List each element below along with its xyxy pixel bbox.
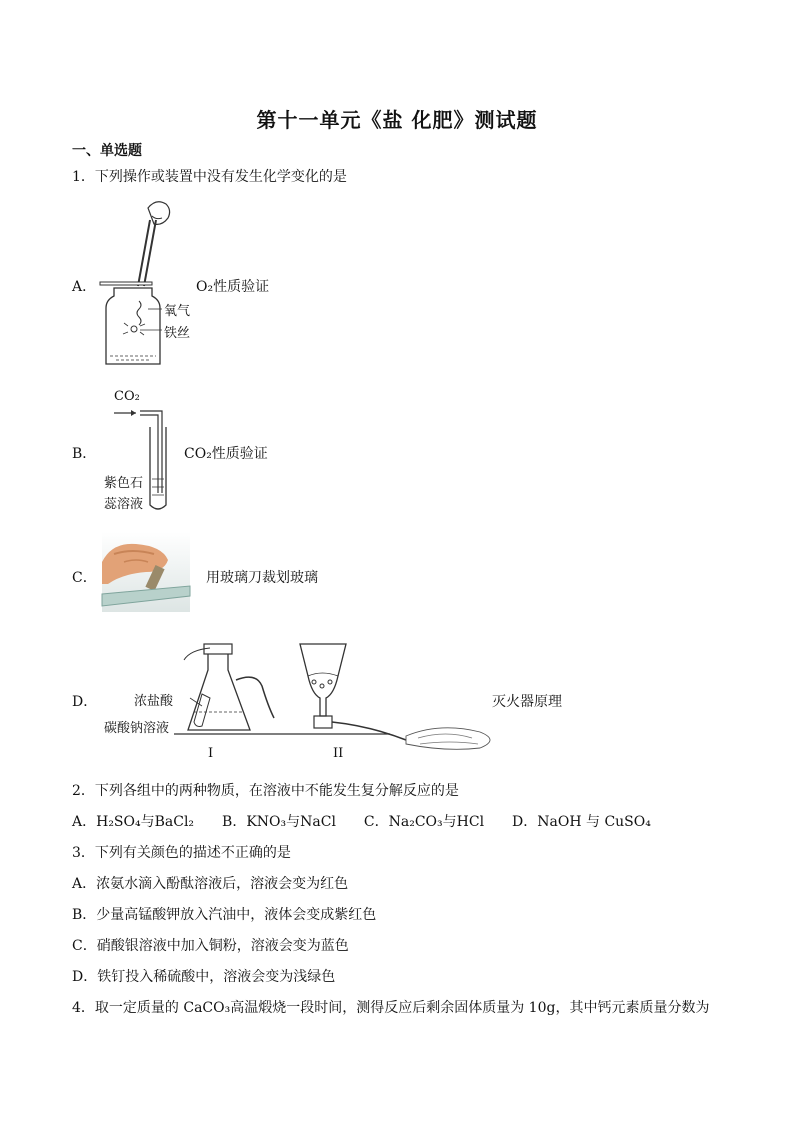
q1-option-d-caption: 灭火器原理 xyxy=(492,694,562,710)
q1-a-iron-wire-label: 铁丝 xyxy=(164,326,191,341)
q3-option-d: D．铁钉投入稀硫酸中，溶液会变为浅绿色 xyxy=(72,969,336,985)
q1-d-mark-i: I xyxy=(208,746,214,761)
section-heading: 一、单选题 xyxy=(72,143,142,159)
page-title: 第十一单元《盐 化肥》测试题 xyxy=(256,108,538,132)
q1-option-b-caption: CO₂性质验证 xyxy=(184,446,268,462)
q3-option-b: B．少量高锰酸钾放入汽油中，液体会变成紫红色 xyxy=(72,907,377,923)
fire-extinguisher-principle-figure xyxy=(150,636,500,764)
q1-option-a-letter: A． xyxy=(72,279,97,295)
q1-b-gas-label: CO₂ xyxy=(114,389,140,404)
q1-option-d-letter: D． xyxy=(72,694,98,710)
glass-cutter-photo xyxy=(102,532,190,612)
q1-option-c-letter: C． xyxy=(72,570,97,586)
q2-options: A．H₂SO₄与BaCl₂ B．KNO₃与NaCl C．Na₂CO₃与HCl D．NaOH 与 CuSO₄ xyxy=(72,814,651,830)
q3-stem: 3．下列有关颜色的描述不正确的是 xyxy=(72,845,291,861)
q2-stem: 2．下列各组中的两种物质，在溶液中不能发生复分解反应的是 xyxy=(72,783,459,799)
q1-d-hcl-label: 浓盐酸 xyxy=(134,694,174,709)
q4-stem: 4．取一定质量的 CaCO₃高温煅烧一段时间，测得反应后剩余固体质量为 10g，其中钙元素质量分数为 xyxy=(72,1000,710,1016)
q1-b-litmus-label-1: 紫色石 xyxy=(104,476,144,491)
iron-wire-oxygen-apparatus-figure xyxy=(92,196,212,376)
q1-option-a-caption: O₂性质验证 xyxy=(196,279,270,295)
q3-option-c: C．硝酸银溶液中加入铜粉，溶液会变为蓝色 xyxy=(72,938,349,954)
q1-d-mark-ii: II xyxy=(333,746,344,761)
q1-option-c-caption: 用玻璃刀裁划玻璃 xyxy=(206,570,318,586)
q1-d-na2co3-label: 碳酸钠溶液 xyxy=(104,721,170,736)
q1-b-litmus-label-2: 蕊溶液 xyxy=(104,497,144,512)
q1-a-oxygen-label: 氧气 xyxy=(164,304,191,319)
q3-option-a: A．浓氨水滴入酚酞溶液后，溶液会变为红色 xyxy=(72,876,349,892)
q1-option-b-letter: B． xyxy=(72,446,97,462)
q1-stem: 1．下列操作或装置中没有发生化学变化的是 xyxy=(72,169,347,185)
